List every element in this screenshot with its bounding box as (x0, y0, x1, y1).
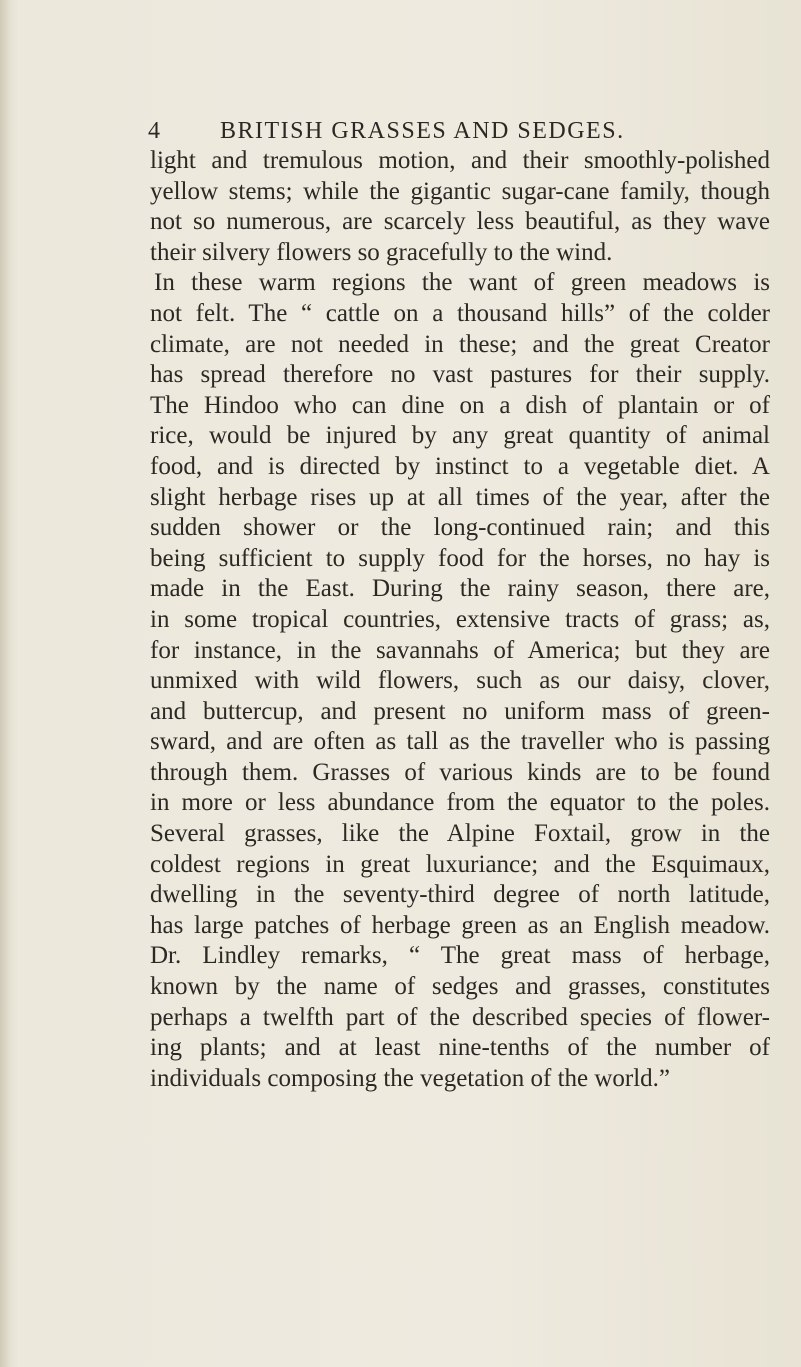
body-text (150, 146, 770, 1094)
text-line: unmixed with wild flowers, such as our daisy, clover, (150, 667, 770, 695)
running-head: BRITISH GRASSES AND SEDGES. (220, 118, 625, 144)
text-line: known by the name of sedges and grasses, constitutes (150, 973, 770, 1001)
text-line: The Hindoo who can dine on a dish of plantain or of (150, 391, 770, 419)
text-line: light and tremulous motion, and their smoothly-polished (150, 147, 770, 174)
text-line: not so numerous, are scarcely less beautiful, as they wave (150, 208, 770, 236)
text-line: has large patches of herbage green as an English meadow. (150, 911, 770, 939)
text-line: Several grasses, like the Alpine Foxtail, grow in the (150, 820, 770, 848)
text-line: individuals composing the vegetation of the world.” (150, 1064, 671, 1092)
text-line: ing plants; and at least nine-tenths of the number of (150, 1034, 770, 1062)
text-line: coldest regions in great luxuriance; and the Esquimaux, (150, 850, 770, 878)
text-line: through them. Grasses of various kinds are to be found (150, 758, 770, 786)
text-line: their silvery flowers so gracefully to the wind. (150, 238, 613, 266)
page-number: 4 (148, 118, 160, 144)
text-line: perhaps a twelfth part of the described species of flower- (150, 1003, 770, 1031)
text-line: sudden shower or the long-continued rain; and this (150, 514, 770, 542)
text-line: Dr. Lindley remarks, “ The great mass of herbage, (150, 942, 770, 970)
text-line: being sufficient to supply food for the horses, no hay is (150, 544, 770, 572)
text-line: for instance, in the savannahs of America; but they are (150, 636, 770, 664)
text-line: dwelling in the seventy-third degree of north latitude, (150, 881, 770, 909)
text-line: yellow stems; while the gigantic sugar-cane family, though (150, 177, 770, 205)
text-line: climate, are not needed in these; and the great Creator (150, 330, 770, 358)
text-line: slight herbage rises up at all times of the year, after the (150, 483, 770, 511)
text-line: not felt. The “ cattle on a thousand hills” of the colder (150, 299, 770, 327)
text-line: In these warm regions the want of green meadows is (154, 269, 770, 297)
text-line: and buttercup, and present no uniform mass of green- (150, 697, 770, 725)
text-line: in more or less abundance from the equator to the poles. (150, 789, 770, 817)
page-gutter-edge (0, 0, 10, 1367)
text-line: sward, and are often as tall as the traveller who is passing (150, 728, 770, 756)
text-line: has spread therefore no vast pastures for their supply. (150, 361, 770, 389)
text-line: made in the East. During the rainy season, there are, (150, 575, 770, 603)
text-line: food, and is directed by instinct to a vegetable diet. A (150, 452, 770, 480)
text-line: in some tropical countries, extensive tracts of grass; as, (150, 605, 770, 633)
text-line: rice, would be injured by any great quantity of animal (150, 422, 770, 450)
